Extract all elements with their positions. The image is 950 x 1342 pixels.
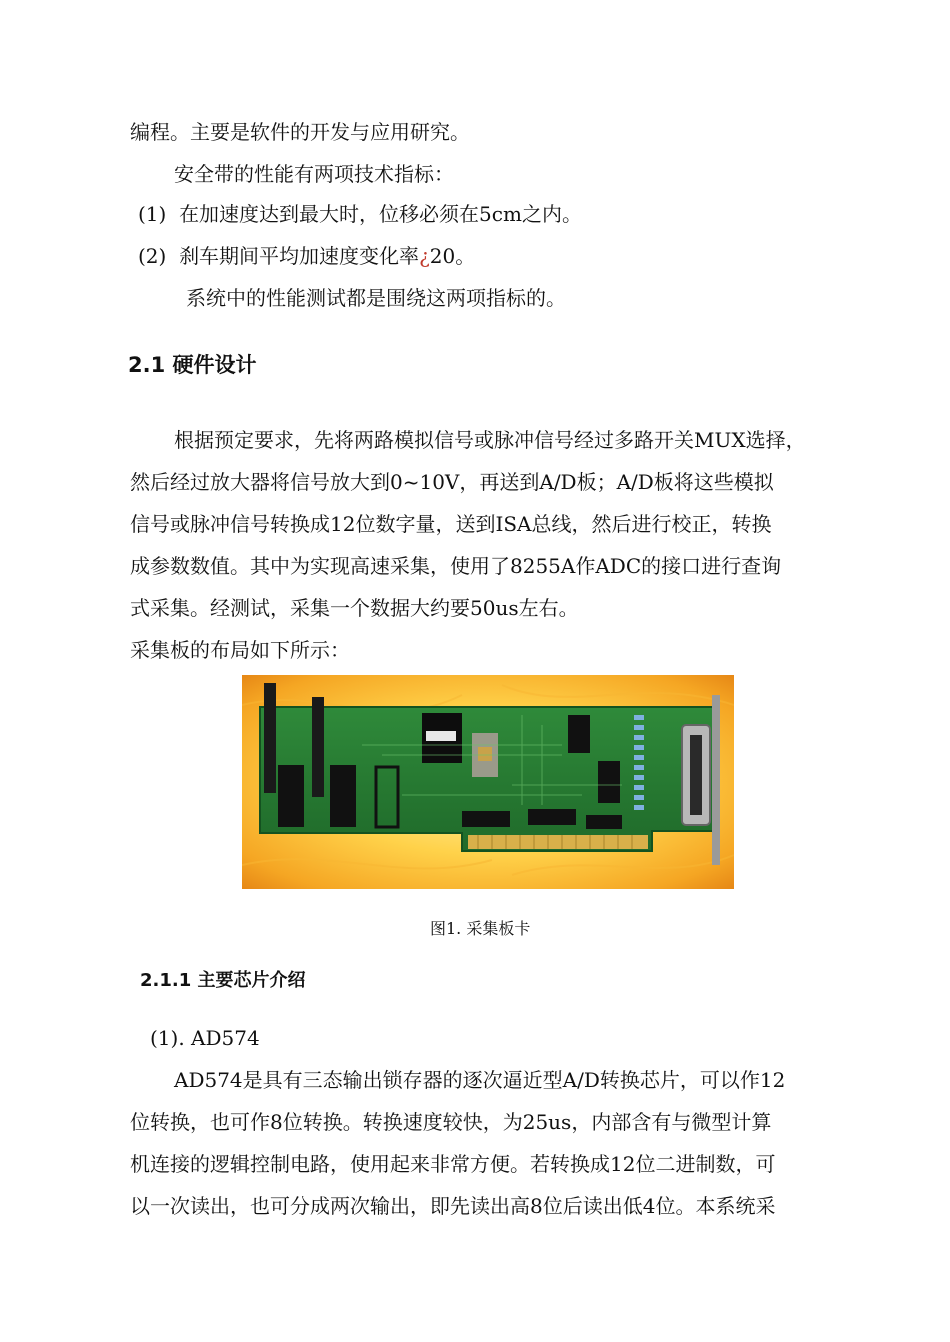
- figure-caption: 图1. 采集板卡: [430, 919, 531, 938]
- intro-item-1-text: 在加速度达到最大时，位移必须在5cm之内。: [179, 202, 582, 226]
- ad574-para-line-2: 位转换，也可作8位转换。转换速度较快，为25us，内部含有与微型计算: [130, 1110, 772, 1134]
- ad574-para-line-3: 机连接的逻辑控制电路，使用起来非常方便。若转换成12位二进制数，可: [130, 1152, 776, 1176]
- intro-item-2-number: (2): [138, 244, 167, 268]
- intro-line-3: 系统中的性能测试都是围绕这两项指标的。: [186, 286, 566, 310]
- intro-item-2: [138, 242, 475, 270]
- intro-line-2: 安全带的性能有两项技术指标：: [174, 162, 454, 186]
- acquisition-board-photo: [242, 675, 734, 889]
- intro-line-1: 编程。主要是软件的开发与应用研究。: [130, 120, 470, 144]
- intro-item-1-number: (1): [138, 202, 167, 226]
- ribbon-connector-2: [312, 697, 324, 797]
- db-connector-pins: [690, 735, 702, 815]
- section-2-1-para-line-3: 信号或脉冲信号转换成12位数字量，送到ISA总线，然后进行校正，转换: [130, 512, 772, 536]
- dip-chip-3: [568, 715, 590, 753]
- intro-item-2-text-b: 20。: [429, 244, 476, 268]
- dip-chip-6: [528, 809, 576, 825]
- dip-chip-5: [462, 811, 510, 827]
- dip-chip-4: [598, 761, 620, 803]
- intro-item-1: [138, 200, 582, 228]
- intro-item-2-text-a: 刹车期间平均加速度变化率: [179, 244, 420, 268]
- dip-chip-7: [586, 815, 622, 829]
- section-2-1-para-line-2: 然后经过放大器将信号放大到0~10V，再送到A/D板；A/D板将这些模拟: [130, 470, 774, 494]
- section-2-1-1-heading: 2.1.1 主要芯片介绍: [140, 970, 306, 991]
- section-2-1-para-line-5: 式采集。经测试，采集一个数据大约要50us左右。: [130, 596, 579, 620]
- ceramic-chip-lid: [478, 747, 492, 761]
- section-2-1-heading: 2.1 硬件设计: [128, 353, 257, 377]
- section-2-1-para-line-4: 成参数数值。其中为实现高速采集，使用了8255A作ADC的接口进行查询: [130, 554, 782, 578]
- ribbon-connector-1: [264, 683, 276, 793]
- mounting-bracket: [712, 695, 720, 865]
- pcb-board: [260, 707, 718, 851]
- converter-label: [426, 731, 456, 741]
- edge-connector: [468, 835, 648, 849]
- dip-chip-2: [330, 765, 356, 827]
- intro-item-2-mark: ¿: [419, 244, 430, 268]
- dip-chip-1: [278, 765, 304, 827]
- ad574-para-line-1: AD574是具有三态输出锁存器的逐次逼近型A/D转换芯片，可以作12: [174, 1068, 786, 1092]
- layout-intro-line: 采集板的布局如下所示：: [130, 638, 350, 662]
- ad574-para-line-4: 以一次读出，也可分成两次输出，即先读出高8位后读出低4位。本系统采: [130, 1194, 776, 1218]
- section-2-1-para-line-1: 根据预定要求，先将两路模拟信号或脉冲信号经过多路开关MUX选择，: [174, 428, 806, 452]
- ad574-item-label: (1). AD574: [150, 1026, 260, 1050]
